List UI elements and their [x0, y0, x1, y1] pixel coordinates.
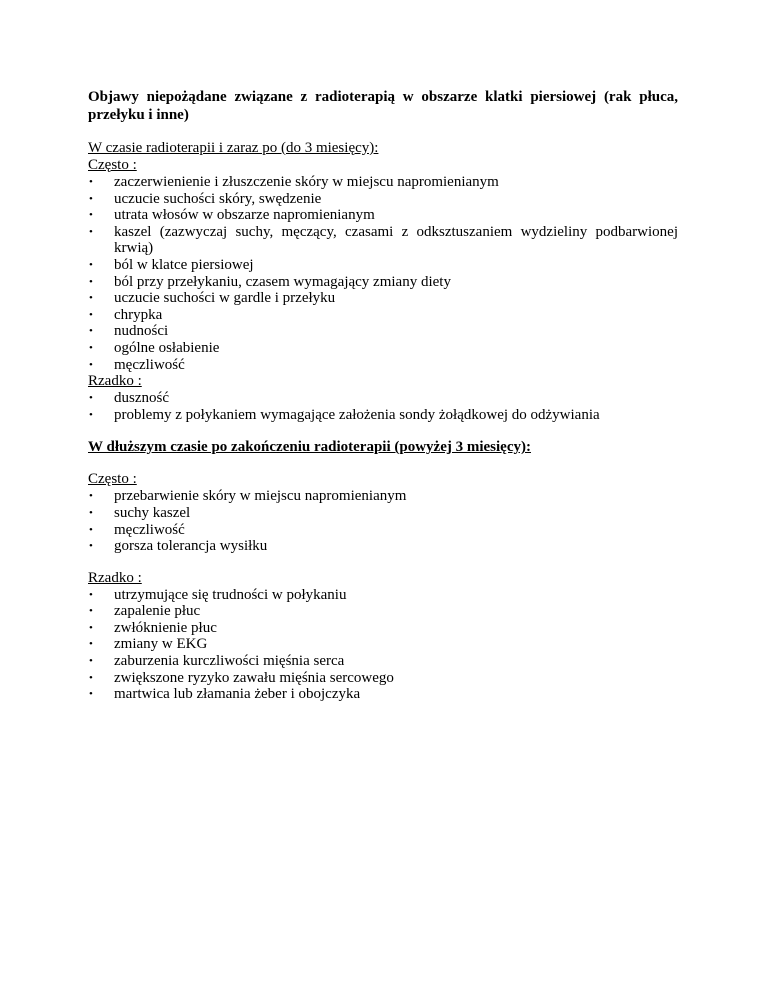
list-item: [88, 290, 678, 307]
list-item-text: zapalenie płuc: [114, 603, 201, 620]
list-item: [88, 174, 678, 191]
list-item: [88, 257, 678, 274]
bullet-icon: •: [89, 408, 93, 421]
spacer: [88, 124, 678, 140]
list-item: [88, 686, 678, 703]
list-item: [88, 307, 678, 324]
bullet-icon: •: [89, 671, 93, 684]
section2-heading: W dłuższym czasie po zakończeniu radioterapii (powyżej 3 miesięcy):: [88, 439, 531, 456]
list-item: [88, 390, 678, 407]
list-item: [88, 505, 678, 522]
list-item-text: męczliwość: [114, 521, 185, 538]
section2-rare-list: [88, 587, 678, 703]
spacer: [88, 555, 678, 570]
list-item-text: uczucie suchości skóry, swędzenie: [114, 190, 322, 207]
section1-rare-list: [88, 390, 678, 423]
bullet-icon: •: [89, 605, 93, 618]
bullet-icon: •: [89, 506, 93, 519]
list-item: [88, 653, 678, 670]
bullet-icon: •: [89, 588, 93, 601]
list-item: [88, 407, 678, 424]
list-item-text: zwiększone ryzyko zawału mięśnia sercowego: [114, 669, 394, 686]
bullet-icon: •: [89, 275, 93, 288]
list-item: [88, 191, 678, 208]
bullet-icon: •: [89, 688, 93, 701]
bullet-icon: •: [89, 308, 93, 321]
bullet-icon: •: [89, 358, 93, 371]
bullet-icon: •: [89, 655, 93, 668]
list-item-text: suchy kaszel: [114, 504, 191, 521]
section1-often-label: Często :: [88, 157, 137, 173]
section1-rare-label: Rzadko :: [88, 373, 142, 390]
list-item-text: kaszel (zazwyczaj suchy, męczący, czasami z odksztuszaniem wydzieliny podbarwionej krwią): [114, 223, 678, 257]
list-item: [88, 224, 678, 257]
section2-rare-label: Rzadko :: [88, 569, 142, 586]
list-item: [88, 323, 678, 340]
list-item-text: utrzymujące się trudności w połykaniu: [114, 586, 347, 603]
list-item: [88, 357, 678, 374]
bullet-icon: •: [89, 490, 93, 503]
section1-heading: W czasie radioterapii i zaraz po (do 3 miesięcy):: [88, 140, 379, 156]
bullet-icon: •: [89, 258, 93, 271]
bullet-icon: •: [89, 392, 93, 405]
list-item-text: zwłóknienie płuc: [114, 619, 217, 636]
list-item-text: ból przy przełykaniu, czasem wymagający zmiany diety: [114, 273, 451, 290]
list-item-text: ból w klatce piersiowej: [114, 256, 254, 273]
list-item-text: przebarwienie skóry w miejscu napromienianym: [114, 488, 407, 505]
section2-often-list: [88, 488, 678, 554]
bullet-icon: •: [89, 341, 93, 354]
list-item-text: chrypka: [114, 306, 163, 323]
list-item: [88, 636, 678, 653]
list-item: [88, 340, 678, 357]
bullet-icon: •: [89, 176, 93, 188]
bullet-icon: •: [89, 638, 93, 651]
list-item-text: martwica lub złamania żeber i obojczyka: [114, 686, 361, 703]
list-item-text: męczliwość: [114, 356, 185, 373]
bullet-icon: •: [89, 209, 93, 222]
section2-often-label: Często :: [88, 471, 137, 488]
section1-often-list: [88, 174, 678, 373]
list-item: [88, 522, 678, 539]
bullet-icon: •: [89, 192, 93, 205]
list-item-text: uczucie suchości w gardle i przełyku: [114, 290, 336, 307]
list-item: [88, 620, 678, 637]
list-item: [88, 274, 678, 291]
document-title: Objawy niepożądane związane z radioterapią w obszarze klatki piersiowej (rak płuca, przełyku i inne): [88, 89, 678, 123]
bullet-icon: •: [89, 523, 93, 536]
list-item-text: zmiany w EKG: [114, 636, 208, 653]
list-item-text: problemy z połykaniem wymagające założenia sondy żołądkowej do odżywiania: [114, 406, 600, 423]
list-item: [88, 603, 678, 620]
list-item: [88, 207, 678, 224]
document-page: [88, 88, 678, 703]
bullet-icon: •: [89, 621, 93, 634]
spacer: [88, 423, 678, 439]
list-item-text: zaczerwienienie i złuszczenie skóry w miejscu napromienianym: [114, 174, 499, 190]
bullet-icon: •: [89, 325, 93, 338]
list-item: [88, 538, 678, 555]
list-item-text: utrata włosów w obszarze napromienianym: [114, 207, 375, 224]
bullet-icon: •: [89, 540, 93, 553]
list-item-text: duszność: [114, 390, 169, 407]
list-item-text: gorsza tolerancja wysiłku: [114, 538, 268, 555]
list-item-text: zaburzenia kurczliwości mięśnia serca: [114, 653, 345, 670]
bullet-icon: •: [89, 225, 93, 238]
list-item: [88, 488, 678, 505]
list-item-text: ogólne osłabienie: [114, 339, 220, 356]
list-item: [88, 670, 678, 687]
bullet-icon: •: [89, 292, 93, 305]
spacer: [88, 456, 678, 471]
list-item-text: nudności: [114, 323, 169, 340]
list-item: [88, 587, 678, 604]
